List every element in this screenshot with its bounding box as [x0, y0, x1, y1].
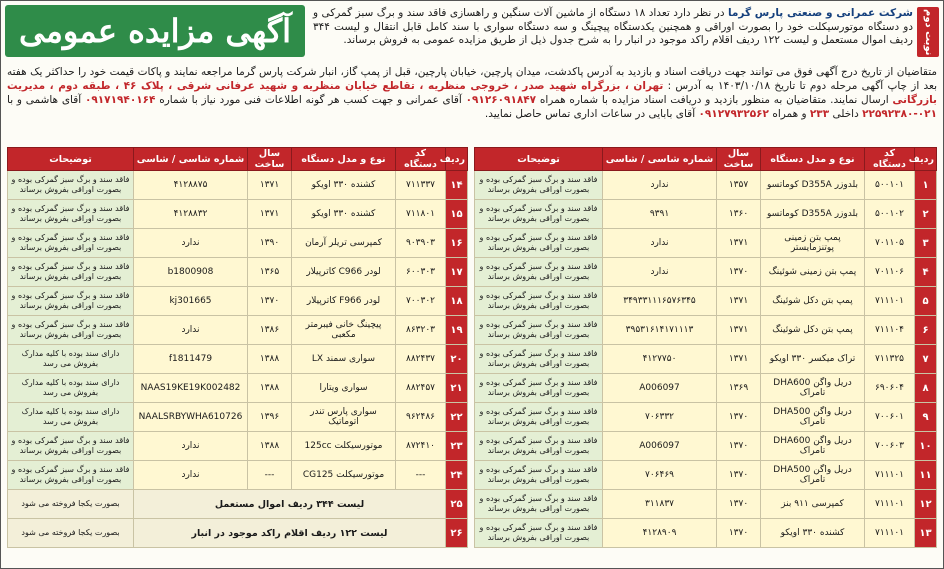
col-row-header: ردیف — [915, 148, 937, 171]
chassis-number: ندارد — [603, 258, 717, 287]
table-row — [8, 316, 468, 345]
intro-text: در نظر دارد تعداد ۱۸ دستگاه از ماشین آلات سنگین و راهسازی فاقد سند و برگ سبز گمرکی و دو دستگاه موتورسیکلت خود را بصورت اوراقی و همچنین یکدستگاه پیچینگ و سه دستگاه سواری با سند کامل قابل انتقال و لیست ۳۴۴ ردیف اموال مستعمل و لیست ۱۲۲ ردیف اقلام راکد موجود در انبار را به شرح جدول ذیل از طریق مزایده عمومی به فروش برساند. — [313, 7, 913, 46]
device-code: ۷۰۰۶۰۱ — [865, 403, 915, 432]
chassis-number: ندارد — [134, 461, 248, 490]
device-code: ۶۰۰۳۰۳ — [396, 258, 446, 287]
row-number: ۱۱ — [915, 461, 937, 490]
row-notes: فاقد سند و برگ سبز گمرکی بوده و بصورت اوراقی بفروش برساند — [8, 229, 134, 258]
row-number: ۲۰ — [446, 345, 468, 374]
device-code: ۹۶۲۴۸۶ — [396, 403, 446, 432]
device-model: دریل واگن DHA600 تامراک — [761, 374, 865, 403]
list-description: لیست ۳۴۴ ردیف اموال مستعمل — [134, 490, 446, 519]
row-notes: فاقد سند و برگ سبز گمرکی بوده و بصورت اوراقی بفروش برساند — [8, 432, 134, 461]
device-model: پمپ بتن زمینی شوئینگ — [761, 258, 865, 287]
build-year: ۱۳۷۰ — [717, 258, 761, 287]
row-notes: فاقد سند و برگ سبز گمرکی بوده و بصورت اوراقی بفروش برساند — [475, 432, 603, 461]
row-number: ۱۶ — [446, 229, 468, 258]
table-row — [475, 287, 937, 316]
device-code: ۸۶۳۲۰۳ — [396, 316, 446, 345]
row-notes: فاقد سند و برگ سبز گمرکی بوده و بصورت اوراقی بفروش برساند — [475, 200, 603, 229]
table-row — [475, 490, 937, 519]
device-code: ۶۹۰۶۰۴ — [865, 374, 915, 403]
terms-text-7: آقای بابایی در ساعات اداری تماس حاصل نمایید. — [484, 108, 696, 120]
row-notes: بصورت یکجا فروخته می شود — [8, 490, 134, 519]
row-number: ۲۶ — [446, 519, 468, 548]
row-notes: فاقد سند و برگ سبز گمرکی بوده و بصورت اوراقی بفروش برساند — [8, 316, 134, 345]
build-year: ۱۳۸۸ — [248, 345, 292, 374]
terms-text-6: و همراه — [772, 108, 807, 120]
table-row — [8, 461, 468, 490]
intro-paragraph — [313, 7, 913, 48]
table-row — [475, 432, 937, 461]
chassis-number: ندارد — [134, 432, 248, 461]
device-code: ۵۰۰۱۰۲ — [865, 200, 915, 229]
chassis-number: ۳۴۹۳۳۱۱۱۶۵۷۶۳۴۵ — [603, 287, 717, 316]
device-model: کمپرسی تریلر آرمان — [292, 229, 396, 258]
device-model: دریل واگن DHA600 تامراک — [761, 432, 865, 461]
device-model: لودر F966 کاترپیلار — [292, 287, 396, 316]
list-description: لیست ۱۲۲ ردیف اقلام راکد موجود در انبار — [134, 519, 446, 548]
col-row-header: ردیف — [446, 148, 468, 171]
device-code: ۷۱۱۱۰۱ — [865, 519, 915, 548]
device-model: تراک میکسر ۳۳۰ اویکو — [761, 345, 865, 374]
build-year: ۱۳۷۱ — [248, 171, 292, 200]
chassis-number: ۳۱۱۸۳۷ — [603, 490, 717, 519]
device-model: کشنده ۳۳۰ اویکو — [292, 171, 396, 200]
device-code: --- — [396, 461, 446, 490]
device-model: لودر C966 کاترپیلار — [292, 258, 396, 287]
row-number: ۸ — [915, 374, 937, 403]
col-chassis-header: شماره شاسی / شاسی — [134, 148, 248, 171]
build-year: ۱۳۹۰ — [248, 229, 292, 258]
device-model: پمپ بتن زمینی پوتنزمایستر — [761, 229, 865, 258]
device-model: پمپ بتن دکل شوئینگ — [761, 287, 865, 316]
col-notes-header: توضیحات — [475, 148, 603, 171]
device-code: ۷۱۱۸۰۱ — [396, 200, 446, 229]
table-row — [8, 258, 468, 287]
row-notes: فاقد سند و برگ سبز گمرکی بوده و بصورت اوراقی بفروش برساند — [475, 229, 603, 258]
device-code: ۷۰۱۱۰۶ — [865, 258, 915, 287]
chassis-number: A006097 — [603, 374, 717, 403]
device-code: ۸۸۲۴۵۷ — [396, 374, 446, 403]
device-model: بلدوزر D355A کوماتسو — [761, 171, 865, 200]
row-number: ۲۴ — [446, 461, 468, 490]
row-notes: فاقد سند و برگ سبز گمرکی بوده و بصورت اوراقی بفروش برساند — [475, 519, 603, 548]
ad-title-banner: آگهی مزایده عمومی — [5, 5, 305, 57]
row-number: ۱ — [915, 171, 937, 200]
header — [5, 5, 939, 61]
chassis-number: NAALSRBYWHA610726 — [134, 403, 248, 432]
device-model: سواری ویتارا — [292, 374, 396, 403]
row-number: ۱۹ — [446, 316, 468, 345]
device-code: ۸۷۲۴۱۰ — [396, 432, 446, 461]
row-number: ۳ — [915, 229, 937, 258]
build-year: ۱۳۸۸ — [248, 374, 292, 403]
terms-paragraph — [7, 65, 937, 121]
phone-babaei: ۰۹۱۲۷۹۳۲۵۶۲ — [698, 108, 769, 120]
row-notes: فاقد سند و برگ سبز گمرکی بوده و بصورت اوراقی بفروش برساند — [8, 200, 134, 229]
build-year: ۱۳۷۰ — [717, 461, 761, 490]
build-year: ۱۳۵۷ — [717, 171, 761, 200]
chassis-number: kj301665 — [134, 287, 248, 316]
phone-extension: ۲۳۳ — [809, 108, 830, 120]
chassis-number: ۳۹۵۳۱۶۱۴۱۷۱۱۱۳ — [603, 316, 717, 345]
table-row — [8, 200, 468, 229]
build-year: ۱۳۷۱ — [717, 345, 761, 374]
row-notes: فاقد سند و برگ سبز گمرکی بوده و بصورت اوراقی بفروش برساند — [475, 461, 603, 490]
row-number: ۲ — [915, 200, 937, 229]
submission-address: تهران ، بزرگراه شهید صدر ، خروجی منظریه ، تقاطع خیابان منظریه و شهید عرفانی شرقی ، پلاک ۴۶ ، طبقه دوم ، مدیریت بازرگانی — [7, 80, 937, 106]
build-year: ۱۳۸۸ — [248, 432, 292, 461]
chassis-number: ندارد — [134, 229, 248, 258]
row-number: ۱۴ — [446, 171, 468, 200]
row-notes: بصورت یکجا فروخته می شود — [8, 519, 134, 548]
row-notes: دارای سند بوده با کلیه مدارک بفروش می رسد — [8, 403, 134, 432]
row-notes: فاقد سند و برگ سبز گمرکی بوده و بصورت اوراقی بفروش برساند — [475, 287, 603, 316]
table-row — [8, 171, 468, 200]
row-notes: فاقد سند و برگ سبز گمرکی بوده و بصورت اوراقی بفروش برساند — [475, 490, 603, 519]
build-year: ۱۳۷۰ — [248, 287, 292, 316]
device-model: دریل واگن DHA500 تامراک — [761, 403, 865, 432]
table-row — [475, 374, 937, 403]
row-number: ۲۵ — [446, 490, 468, 519]
items-table-right — [474, 147, 937, 548]
row-notes: فاقد سند و برگ سبز گمرکی بوده و بصورت اوراقی بفروش برساند — [475, 316, 603, 345]
table-row — [475, 171, 937, 200]
table-row — [8, 374, 468, 403]
table-row — [8, 287, 468, 316]
table-header-row — [8, 148, 468, 171]
chassis-number: ندارد — [603, 229, 717, 258]
row-number: ۴ — [915, 258, 937, 287]
device-model: پیچینگ خانی فیبرمتر مکعبی — [292, 316, 396, 345]
table-header-row — [475, 148, 937, 171]
chassis-number: ندارد — [603, 171, 717, 200]
row-number: ۱۳ — [915, 519, 937, 548]
build-year: --- — [248, 461, 292, 490]
device-model: موتورسیکلت 125cc — [292, 432, 396, 461]
row-notes: فاقد سند و برگ سبز گمرکی بوده و بصورت اوراقی بفروش برساند — [475, 258, 603, 287]
row-notes: فاقد سند و برگ سبز گمرکی بوده و بصورت اوراقی بفروش برساند — [8, 287, 134, 316]
chassis-number: ۹۳۹۱ — [603, 200, 717, 229]
table-row — [475, 345, 937, 374]
col-notes-header: توضیحات — [8, 148, 134, 171]
col-code-header: کد دستگاه — [396, 148, 446, 171]
row-number: ۱۰ — [915, 432, 937, 461]
table-row — [475, 403, 937, 432]
col-year-header: سال ساخت — [717, 148, 761, 171]
row-number: ۶ — [915, 316, 937, 345]
phone-omrani: ۰۹۱۲۶۰۹۱۸۴۷ — [465, 94, 537, 106]
device-code: ۵۰۰۱۰۱ — [865, 171, 915, 200]
col-model-header: نوع و مدل دستگاه — [761, 148, 865, 171]
device-code: ۷۰۰۳۰۲ — [396, 287, 446, 316]
terms-text-3: آقای عمرانی و جهت کسب هر گونه اطلاعات فنی مورد نیاز با شماره — [159, 94, 462, 106]
row-notes: فاقد سند و برگ سبز گمرکی بوده و بصورت اوراقی بفروش برساند — [475, 403, 603, 432]
terms-text-2: ارسال نمایند. متقاضیان به منظور بازدید و دریافت اسناد مزایده با شماره همراه — [539, 94, 889, 106]
device-model: سواری سمند LX — [292, 345, 396, 374]
row-number: ۲۲ — [446, 403, 468, 432]
device-code: ۹۰۳۹۰۳ — [396, 229, 446, 258]
row-notes: فاقد سند و برگ سبز گمرکی بوده و بصورت اوراقی بفروش برساند — [475, 345, 603, 374]
table-row — [475, 258, 937, 287]
chassis-number: NAAS19KE19K002482 — [134, 374, 248, 403]
col-chassis-header: شماره شاسی / شاسی — [603, 148, 717, 171]
chassis-number: f1811479 — [134, 345, 248, 374]
terms-text-5: داخلی — [832, 108, 859, 120]
build-year: ۱۳۷۱ — [717, 287, 761, 316]
device-code: ۷۰۱۱۰۵ — [865, 229, 915, 258]
device-model: کمپرسی ۹۱۱ بنز — [761, 490, 865, 519]
chassis-number: ندارد — [134, 316, 248, 345]
table-row — [8, 403, 468, 432]
phone-office: ۰۲۱-۲۲۵۹۲۳۸۰ — [862, 108, 937, 120]
device-model: سواری پارس تندر اتوماتیک — [292, 403, 396, 432]
table-row-summary — [8, 519, 468, 548]
device-code: ۷۱۱۱۰۱ — [865, 490, 915, 519]
build-year: ۱۳۶۹ — [717, 374, 761, 403]
device-model: کشنده ۳۳۰ اویکو — [292, 200, 396, 229]
device-code: ۷۱۱۳۳۷ — [396, 171, 446, 200]
table-row-summary — [8, 490, 468, 519]
second-round-badge: نوبت دوم — [917, 7, 939, 57]
table-row — [475, 200, 937, 229]
row-notes: فاقد سند و برگ سبز گمرکی بوده و بصورت اوراقی بفروش برساند — [475, 171, 603, 200]
chassis-number: ۴۱۲۷۷۵۰ — [603, 345, 717, 374]
phone-hashemi: ۰۹۱۷۱۹۴۰۱۶۴ — [84, 94, 156, 106]
build-year: ۱۳۶۰ — [717, 200, 761, 229]
row-notes: دارای سند بوده با کلیه مدارک بفروش می رسد — [8, 345, 134, 374]
row-number: ۲۳ — [446, 432, 468, 461]
chassis-number: ۴۱۲۸۹۰۹ — [603, 519, 717, 548]
table-row — [475, 229, 937, 258]
build-year: ۱۳۷۰ — [717, 490, 761, 519]
row-number: ۱۲ — [915, 490, 937, 519]
row-notes: فاقد سند و برگ سبز گمرکی بوده و بصورت اوراقی بفروش برساند — [8, 461, 134, 490]
device-code: ۷۱۱۱۰۱ — [865, 287, 915, 316]
device-code: ۷۱۱۳۲۵ — [865, 345, 915, 374]
items-table-left — [7, 147, 468, 548]
chassis-number: b1800908 — [134, 258, 248, 287]
build-year: ۱۳۷۱ — [248, 200, 292, 229]
device-model: بلدوزر D355A کوماتسو — [761, 200, 865, 229]
build-year: ۱۳۷۱ — [717, 229, 761, 258]
table-row — [8, 345, 468, 374]
table-row — [475, 461, 937, 490]
chassis-number: ۴۱۲۸۸۷۵ — [134, 171, 248, 200]
company-name: شرکت عمرانی و صنعتی پارس گرما — [727, 7, 914, 19]
table-row — [8, 229, 468, 258]
chassis-number: ۷۰۶۴۶۹ — [603, 461, 717, 490]
device-code: ۸۸۲۴۳۷ — [396, 345, 446, 374]
row-number: ۹ — [915, 403, 937, 432]
build-year: ۱۳۶۵ — [248, 258, 292, 287]
build-year: ۱۳۸۶ — [248, 316, 292, 345]
chassis-number: ۷۰۶۳۳۲ — [603, 403, 717, 432]
device-model: دریل واگن DHA500 تامراک — [761, 461, 865, 490]
device-code: ۷۱۱۱۰۱ — [865, 461, 915, 490]
build-year: ۱۳۷۰ — [717, 519, 761, 548]
table-row — [8, 432, 468, 461]
chassis-number: A006097 — [603, 432, 717, 461]
col-code-header: کد دستگاه — [865, 148, 915, 171]
row-number: ۵ — [915, 287, 937, 316]
device-model: کشنده ۳۳۰ اویکو — [761, 519, 865, 548]
chassis-number: ۴۱۲۸۸۳۲ — [134, 200, 248, 229]
terms-text-1: متقاضیان از تاریخ درج آگهی فوق می توانند جهت دریافت اسناد و بازدید به آدرس پاکدشت، میدان پارچین، خیابان پارچین، قبل از پمپ گاز، انبار شرکت پارس گرما مراجعه نمایند و پاکات قیمت خود را حداکثر یک هفته بعد از چاپ آگهی مرحله دوم تا تاریخ ۱۴۰۳/۱۰/۱۸ به آدرس : — [7, 66, 938, 92]
table-row — [475, 519, 937, 548]
build-year: ۱۳۹۶ — [248, 403, 292, 432]
row-number: ۱۵ — [446, 200, 468, 229]
row-notes: فاقد سند و برگ سبز گمرکی بوده و بصورت اوراقی بفروش برساند — [475, 374, 603, 403]
col-year-header: سال ساخت — [248, 148, 292, 171]
device-code: ۷۰۰۶۰۳ — [865, 432, 915, 461]
row-number: ۱۸ — [446, 287, 468, 316]
col-model-header: نوع و مدل دستگاه — [292, 148, 396, 171]
row-number: ۱۷ — [446, 258, 468, 287]
build-year: ۱۳۷۰ — [717, 403, 761, 432]
device-model: پمپ بتن دکل شوئینگ — [761, 316, 865, 345]
table-row — [475, 316, 937, 345]
row-notes: فاقد سند و برگ سبز گمرکی بوده و بصورت اوراقی بفروش برساند — [8, 171, 134, 200]
device-code: ۷۱۱۱۰۴ — [865, 316, 915, 345]
build-year: ۱۳۷۰ — [717, 432, 761, 461]
row-notes: فاقد سند و برگ سبز گمرکی بوده و بصورت اوراقی بفروش برساند — [8, 258, 134, 287]
row-number: ۲۱ — [446, 374, 468, 403]
terms-text-4: آقای هاشمی و با — [7, 94, 82, 106]
build-year: ۱۳۷۱ — [717, 316, 761, 345]
device-model: موتورسیکلت CG125 — [292, 461, 396, 490]
row-number: ۷ — [915, 345, 937, 374]
row-notes: دارای سند بوده با کلیه مدارک بفروش می رسد — [8, 374, 134, 403]
